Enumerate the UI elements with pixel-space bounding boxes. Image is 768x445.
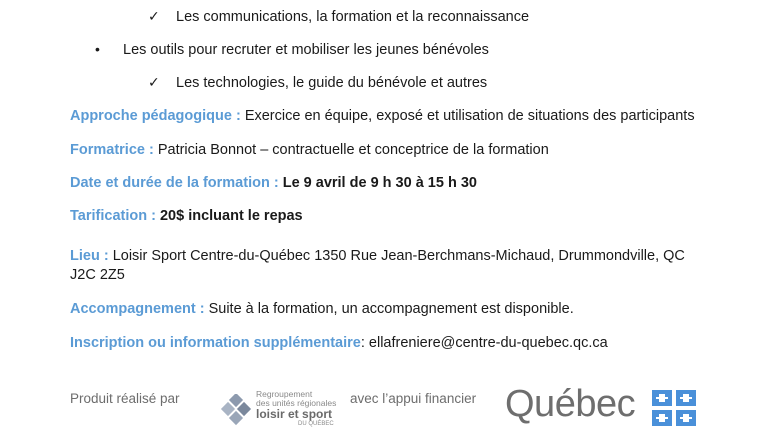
quebec-logo-text: Québec: [505, 383, 636, 425]
field-label: Formatrice :: [70, 142, 154, 158]
field-value: Le 9 avril de 9 h 30 à 15 h 30: [282, 175, 477, 191]
field-label: Tarification :: [70, 208, 156, 224]
field-value: Loisir Sport Centre-du-Québec 1350 Rue Jean-Berchmans-Michaud, Drummondville, QC: [112, 248, 685, 264]
field-date: [70, 174, 477, 192]
field-value: Patricia Bonnot – contractuelle et conceptrice de la formation: [157, 142, 549, 158]
field-value: Exercice en équipe, exposé et utilisation de situations des participants: [244, 108, 695, 124]
field-value: 20$ incluant le repas: [159, 208, 303, 224]
field-tarif: [70, 207, 303, 225]
bullet-icon: •: [95, 41, 100, 57]
list-item: Les communications, la formation et la reconnaissance: [176, 9, 530, 25]
rur-diamond-logo: [218, 394, 254, 430]
produit-label: Produit réalisé par: [70, 391, 180, 406]
field-label: Accompagnement :: [70, 301, 205, 317]
list-item: Les technologies, le guide du bénévole et autres: [176, 75, 488, 91]
email-link[interactable]: ellafreniere@centre-du-quebec.qc.ca: [368, 335, 608, 351]
checkmark-icon: ✓: [148, 8, 160, 24]
checkmark-icon: ✓: [148, 74, 160, 90]
rur-small: DU QUÉBEC: [298, 421, 334, 427]
field-approche: [70, 107, 695, 125]
field-lieu: [70, 247, 685, 265]
rur-line1: Regroupement: [256, 389, 313, 399]
field-label: Inscription ou information supplémentaire: [70, 335, 361, 351]
field-label: Date et durée de la formation :: [70, 175, 279, 191]
field-formatrice: [70, 141, 549, 159]
field-accompagnement: [70, 300, 574, 318]
field-colon: :: [360, 335, 365, 351]
field-label: Approche pédagogique :: [70, 108, 241, 124]
field-inscription: [70, 334, 608, 352]
appui-label: avec l’appui financier: [350, 391, 477, 406]
rur-main: loisir et sport: [256, 407, 333, 421]
fleur-de-lis-flag-icon: [652, 390, 696, 426]
rur-line2: des unités régionales: [256, 398, 337, 408]
list-item: Les outils pour recruter et mobiliser les jeunes bénévoles: [123, 42, 489, 58]
field-value: Suite à la formation, un accompagnement est disponible.: [208, 301, 574, 317]
field-label: Lieu :: [70, 248, 109, 264]
rur-logo: [218, 390, 348, 440]
field-lieu-line2: J2C 2Z5: [70, 267, 125, 283]
